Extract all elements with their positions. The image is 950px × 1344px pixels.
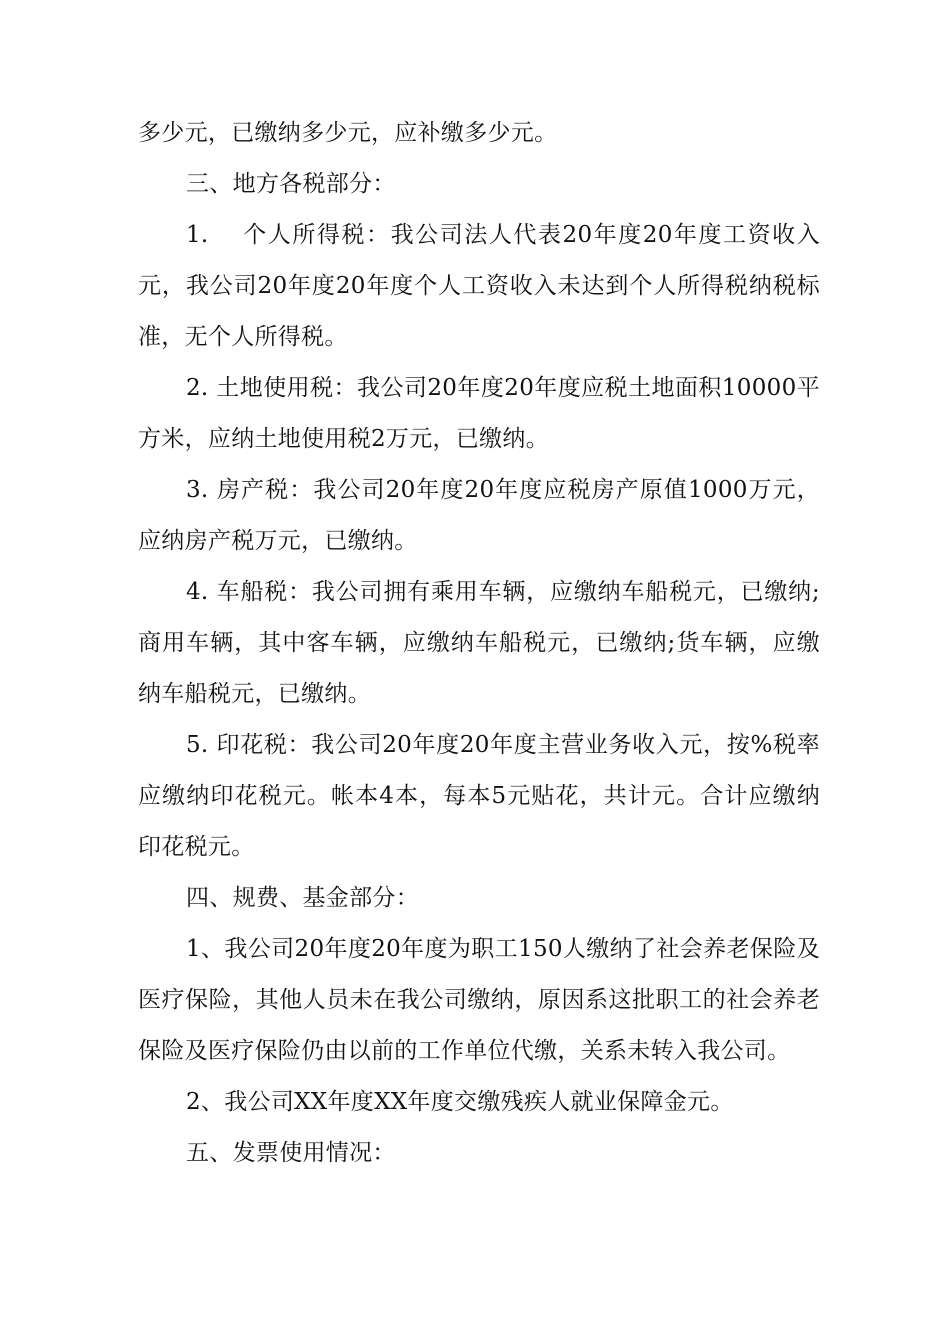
paragraph-property-tax: 3. 房产税：我公司20年度20年度应税房产原值1000万元，应纳房产税万元，已缴纳。 (138, 477, 820, 554)
section-heading-local-taxes: 三、地方各税部分： (186, 171, 396, 197)
paragraph-vehicle-vessel-tax: 4. 车船税：我公司拥有乘用车辆，应缴纳车船税元，已缴纳;商用车辆，其中客车辆，应缴纳车船税元，已缴纳;货车辆，应缴纳车船税元，已缴纳。 (138, 579, 820, 707)
paragraph-stamp-tax: 5. 印花税：我公司20年度20年度主营业务收入元，按%税率应缴纳印花税元。帐本4本，每本5元贴花，共计元。合计应缴纳印花税元。 (138, 732, 820, 860)
paragraph-personal-income-tax: 1. 个人所得税：我公司法人代表20年度20年度工资收入元，我公司20年度20年度个人工资收入未达到个人所得税纳税标准，无个人所得税。 (138, 222, 820, 350)
paragraph-disability-fund: 2、我公司XX年度XX年度交缴残疾人就业保障金元。 (186, 1089, 734, 1115)
section-heading-fees-funds: 四、规费、基金部分： (186, 885, 419, 911)
paragraph-land-use-tax: 2. 土地使用税：我公司20年度20年度应税土地面积10000平方米，应纳土地使用税2万元，已缴纳。 (138, 375, 820, 452)
document-body (138, 108, 820, 1179)
paragraph-social-insurance: 1、我公司20年度20年度为职工150人缴纳了社会养老保险及医疗保险，其他人员未在我公司缴纳，原因系这批职工的社会养老保险及医疗保险仍由以前的工作单位代缴，关系未转入我公司。 (138, 936, 820, 1064)
paragraph-continuation: 多少元，已缴纳多少元，应补缴多少元。 (138, 120, 558, 146)
section-heading-invoice-usage: 五、发票使用情况： (186, 1140, 396, 1166)
